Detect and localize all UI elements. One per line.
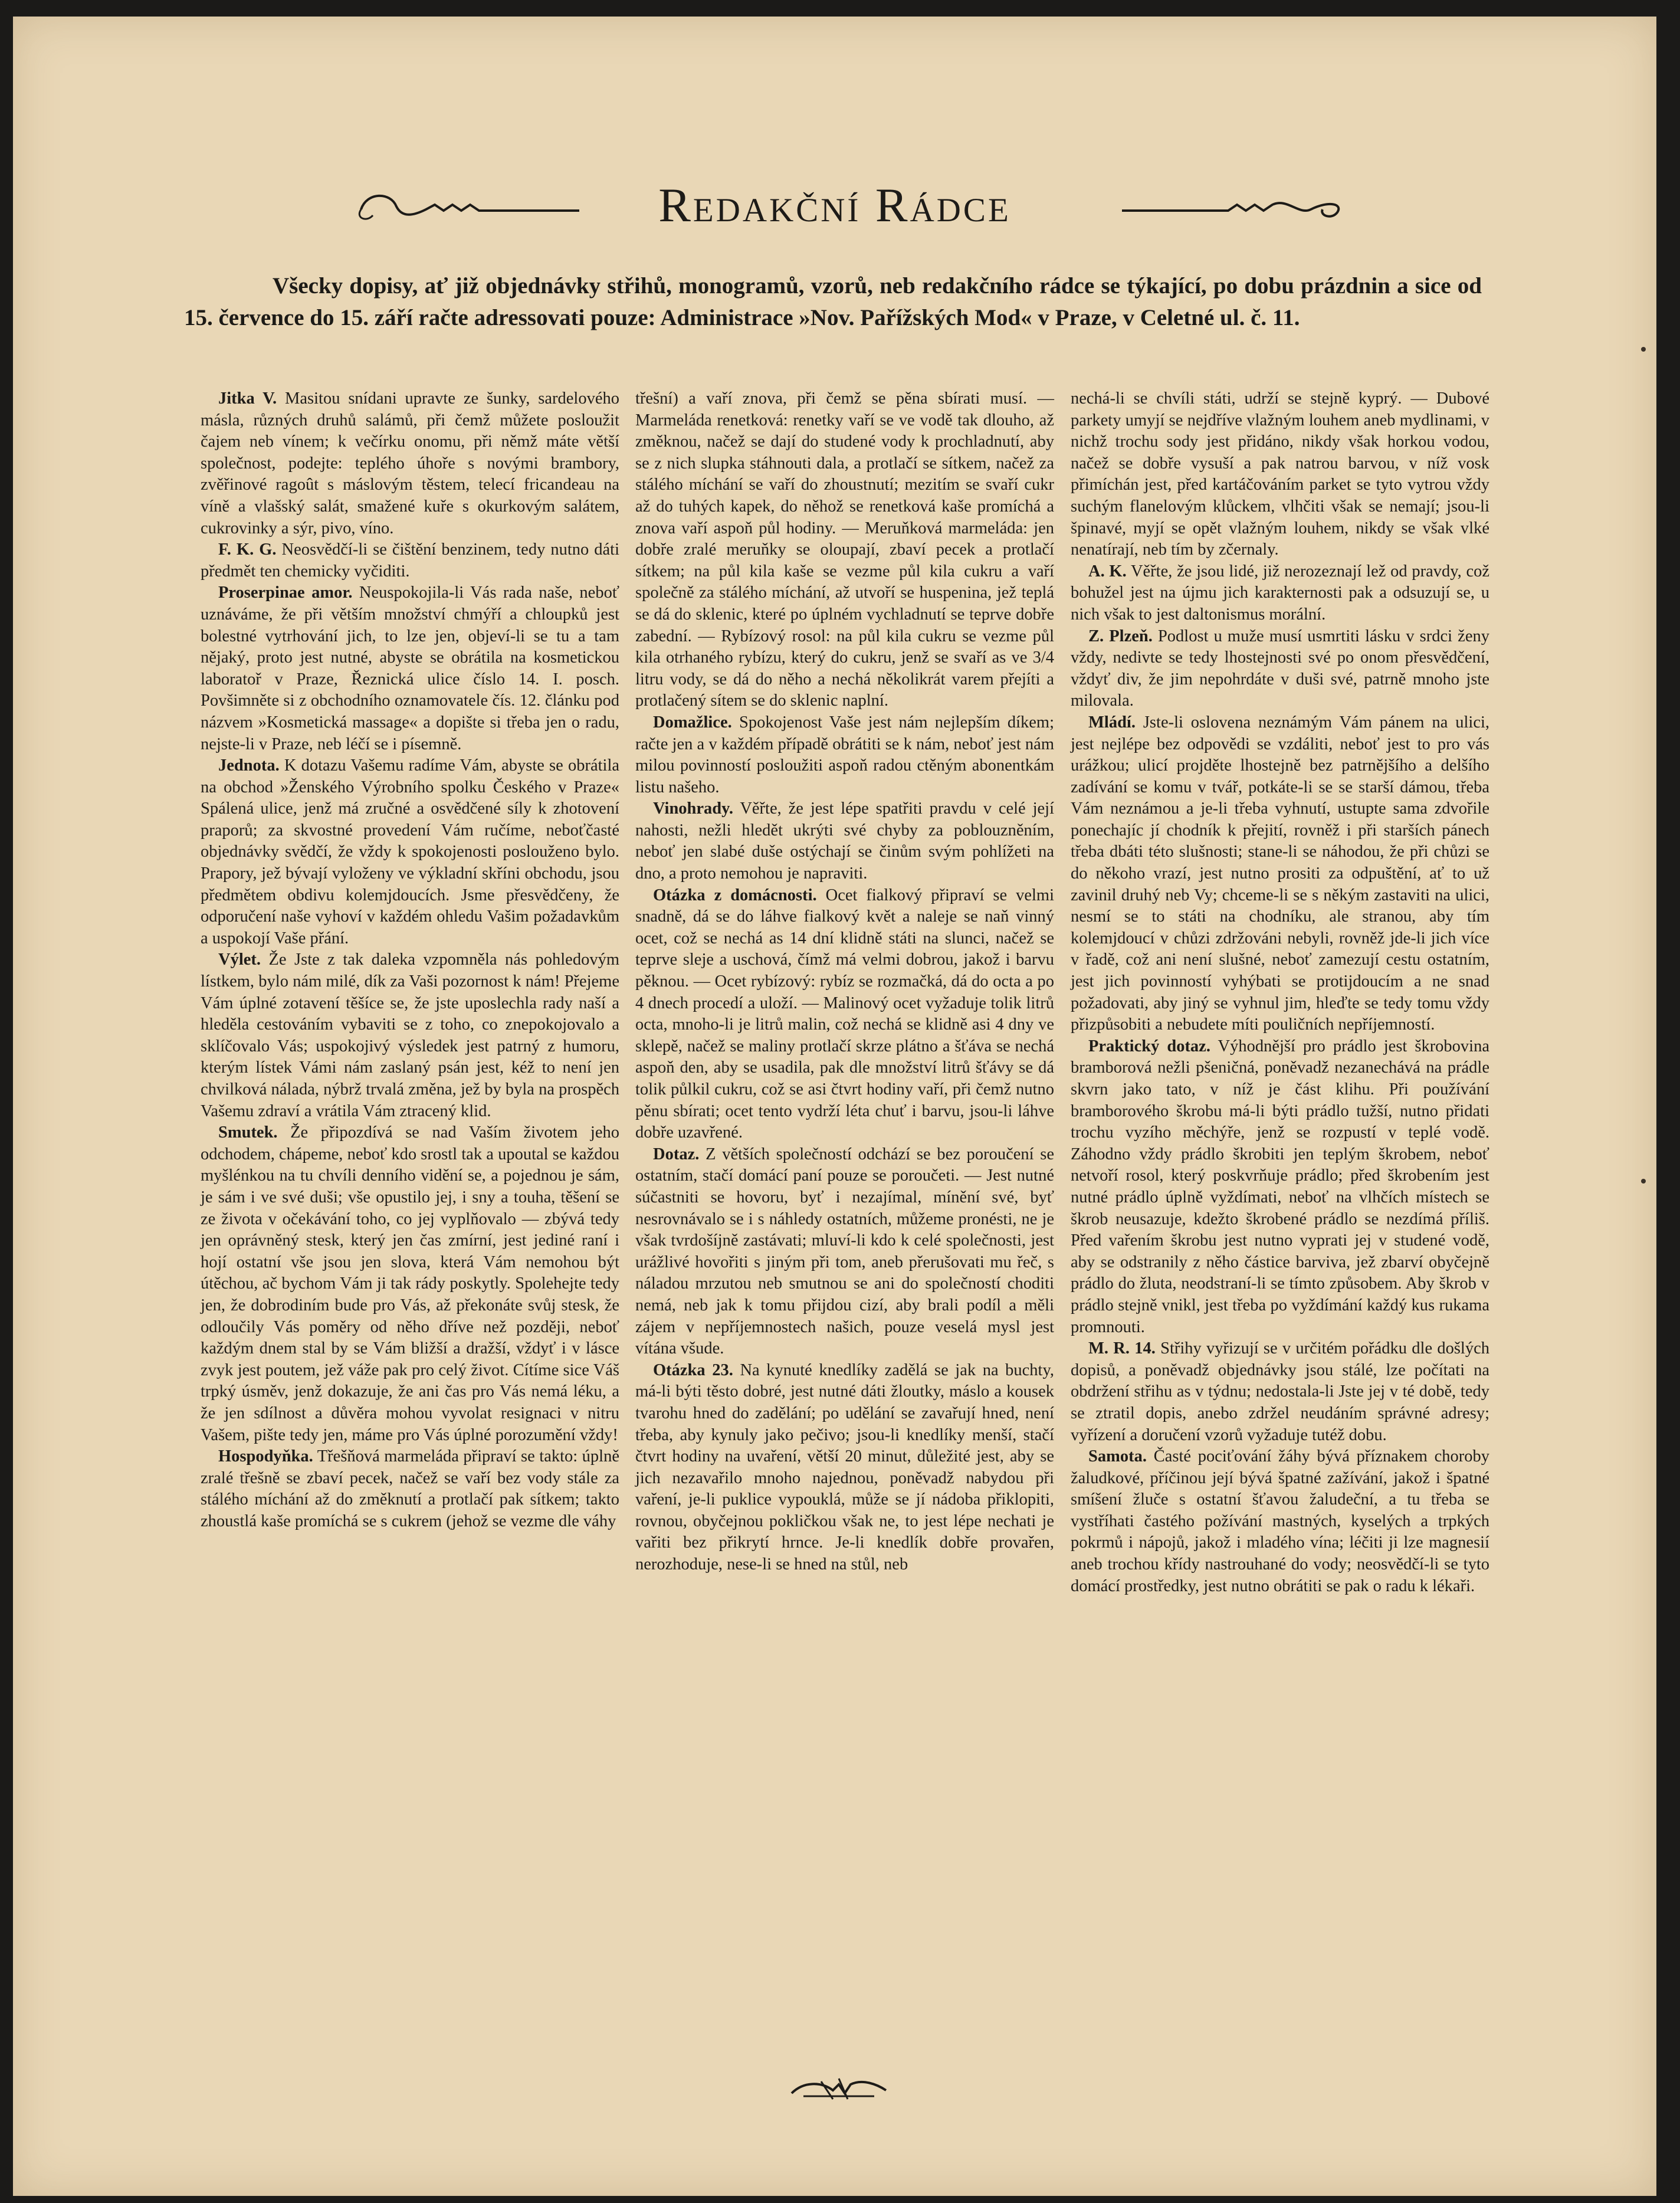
answer-paragraph	[635, 885, 1054, 1144]
answer-text: Věřte, že jsou lidé, již nerozeznají lež od pravdy, což bohužel jest na újmu jich karakternosti pak a odsuzují se, u nich však to jest daltonismus morální.	[1071, 562, 1490, 624]
answer-text: Neosvědčí-li se čištění benzinem, tedy nutno dáti předmět ten chemicky vyčiditi.	[201, 540, 619, 581]
answer-text: K dotazu Vašemu radíme Vám, abyste se obrátila na obchod »Ženského Výrobního spolku Českého v Praze« Spálená ulice, jenž má zručné a osvědčené síly k zhotovení praporů; za skvostné provedení Vám ručíme, neboťčasté objednávky svědčí, že vždy k spokojenosti poslouženo bylo. Prapory, jež bývají vyloženy ve výkladní skříni obchodu, jsou předmětem obdivu kolemjdoucích. Jsme přesvědčeny, že odporučení naše vyhoví v každém ohledu Vašim požadavkům a uspokojí Vaše přání.	[201, 756, 620, 948]
answer-paragraph	[635, 712, 1054, 798]
answer-paragraph	[201, 1446, 619, 1532]
answer-addressee: Z. Plzeň.	[1088, 627, 1153, 645]
answer-paragraph	[635, 388, 1054, 712]
answer-text: Na kynuté knedlíky zadělá se jak na buchty, má-li býti těsto dobré, jest nutné dáti žloutky, máslo a kousek tvarohu hned do zadělání; po udělání se zavařují hned, není třeba, aby kynuly jako pečivo; jsou-li knedlíky menší, stačí čtvrt hodiny na uvaření, větší 20 minut, důležité jest, aby se jich nezavařilo mnoho najednou, poněvadž nabydou při vaření, je-li puklice vypouklá, může se jí nádoba přiklopiti, rovnou, obyčejnou pokličkou však ne, to jest lépe nechati je vařiti bez přikrytí hrnce. Je-li knedlík dobře provařen, nerozhoduje, nese-li se hned na stůl, neb	[635, 1361, 1055, 1574]
answer-paragraph	[1071, 388, 1489, 561]
answer-text: Neuspokojila-li Vás rada naše, neboť uznáváme, že při větším množství chmýří a chloupků jest bolestné vytrhování jich, to lze jen, objeví-li se tu a tam nějaký, proto jest nutné, abyste se obrátila na kosmetickou laboratoř v Praze, Řeznická ulice číslo 14. I. posch. Povšimněte si z obchodního oznamovatele čís. 12. článku pod názvem »Kosmetická massage« a dopište si třeba jen o radu, nejste-li v Praze, neb léčí se i písemně.	[201, 583, 620, 753]
answer-addressee: Otázka z domácnosti.	[653, 886, 817, 904]
column-3	[1071, 388, 1489, 1597]
answer-paragraph	[635, 1360, 1054, 1576]
column-1	[201, 388, 619, 1532]
answer-addressee: Domažlice.	[653, 713, 732, 732]
answer-addressee: Jednota.	[218, 756, 280, 775]
answer-addressee: Praktický dotaz.	[1088, 1037, 1210, 1055]
answer-text: Podlost u muže musí usmrtiti lásku v srdci ženy vždy, nedivte se tedy lhostejnosti své po onom přesvědčení, vždyť div, že jim nepohrdáte v duši své, patrně mnoho jste milovala.	[1071, 627, 1489, 710]
answer-text: Ocet fialkový připraví se velmi snadně, dá se do láhve fialkový květ a naleje se naň vinný ocet, což se nechá as 14 dní klidně státi na slunci, načež se teprve sleje a uschová, čímž má velmi dobrou, jakož i barvu pěknou. — Ocet rybízový: rybíz se rozmačká, dá do octa a po 4 dnech procedí a uloží. — Malinový ocet vyžaduje tolik litrů octa, mnoho-li je litrů malin, což nechá se klidně asi 4 dny ve sklepě, načež se maliny protlačí skrze plátno a šťáva se nechá aspoň den, aby se usadila, pak dle množství litrů šťávy se dá tolik půlkil cukru, což se asi čtvrt hodiny vaří, při čemž nutno pěnu sbírati; ocet tento vydrží léta chuť i barvu, jsou-li láhve dobře uzavřené.	[635, 886, 1055, 1142]
answer-addressee: M. R. 14.	[1088, 1339, 1156, 1358]
answer-addressee: Proserpinae amor.	[218, 583, 353, 602]
answer-paragraph	[201, 388, 619, 539]
answer-text: Výhodnější pro prádlo jest škrobovina bramborová nežli pšeničná, poněvadž nezanechává na prádle skvrn jako tato, v níž je část klihu. Při používání bramborového škrobu má-li býti prádlo tužší, nutno přidati trochu vyzího měchýře, jenž se rozpustí v teplé vodě. Záhodno vždy prádlo škrobiti jen teplým škrobem, neboť netvoří rosol, který poskvrňuje prádlo; před škrobením jest nutné prádlo úplně vyždímati, neboť na vlhčích místech se škrob neusazuje, kdežto škrobené prádlo se nezdímá příliš. Před vařením škrobu jest nutno vyprati jej v studené vodě, aby se odstranily z něho částice barviva, jež zbarví obyčejně prádlo do žluta, neodstraní-li se tímto způsobem. Aby škrob v prádlo stejně vnikl, jest třeba po vyždímání každý kus rukama promnouti.	[1071, 1037, 1490, 1336]
edge-mark	[1641, 1179, 1646, 1184]
answer-paragraph	[1071, 561, 1489, 626]
answer-addressee: F. K. G.	[218, 540, 277, 559]
answer-paragraph	[1071, 1446, 1489, 1597]
answer-paragraph	[635, 798, 1054, 884]
answer-addressee: Výlet.	[218, 950, 261, 969]
answer-paragraph	[201, 539, 619, 582]
answer-addressee: Otázka 23.	[653, 1361, 733, 1379]
footer-ornament	[780, 2070, 898, 2105]
answer-text: Spokojenost Vaše jest nám nejlepším díkem; račte jen a v každém případě obrátiti se k nám, neboť jest nám milou povinností posloužiti aspoň radou ctěným abonentkám listu našeho.	[635, 713, 1055, 796]
answer-addressee: Dotaz.	[653, 1145, 700, 1163]
answer-addressee: Samota.	[1088, 1447, 1147, 1466]
answer-text: Že Jste z tak daleka vzpomněla nás pohledovým lístkem, bylo nám milé, dík za Vaši pozornost k nám! Přejeme Vám úplné zotavení těšíce se, že jste uposlechla rady naší a hleděla cestováním vybaviti se z toho, co znepokojovalo a sklíčovalo Vás; uspokojivý výsledek jest patrný z humoru, kterým lístek Vámi nám zaslaný psán jest, kéž to není jen chvilková nálada, nýbrž trvalá změna, jež by byla na prospěch Vašemu zdraví a vrátila Vám ztracený klid.	[201, 950, 620, 1120]
answer-paragraph	[201, 755, 619, 949]
answer-addressee: Hospodyňka.	[218, 1447, 313, 1466]
answer-addressee: Smutek.	[218, 1123, 278, 1142]
answer-paragraph	[201, 1122, 619, 1446]
answer-paragraph	[635, 1144, 1054, 1360]
answer-text: Masitou snídani upravte ze šunky, sardelového másla, různých druhů salámů, při čemž můžete posloužit čajem neb vínem; k večírku onomu, při němž máte větší společnost, podejte: teplého úhoře s novými brambory, zvěřinové ragoût s máslovým těstem, telecí fricandeau na víně a vlašský salát, smažené kuře s okurkovým salátem, cukrovinky a sýr, pivo, víno.	[201, 389, 620, 537]
answer-text: Věřte, že jest lépe spatřiti pravdu v celé její nahosti, nežli hledět ukrýti své chyby za poblouzněním, neboť jen slabé duše ostýchají se činům svým pohlížeti na dno, a proto nemohou je napraviti.	[635, 799, 1054, 883]
answer-text: Časté pociťování žáhy bývá příznakem choroby žaludkové, příčinou její bývá špatné zažívání, jakož i špatné smíšení žluče s ostatní šťavou žaludeční, a tu třeba se vystříhati častého požívání mastných, kyselých a trpkých pokrmů i nápojů, jakož i mladého vína; léčiti ji lze magnesií aneb trochou křídy nastrouhané do vody; neosvědčí-li se tyto domácí prostředky, jest nutno obrátiti se pak o radu k lékaři.	[1071, 1447, 1490, 1595]
answer-text: Z větších společností odchází se bez poroučení se ostatním, stačí domácí paní pouze se poroučeti. — Jest nutné súčastniti se hovoru, byť i nezajímal, mínění své, byť nesrovnávalo se i s náhledy ostatních, můžeme pronésti, ne je však tvrdošíjně zastávati; mluví-li kdo k celé společnosti, jest urážlivé hovořiti s jiným při tom, aneb přerušovati mu řeč, s náladou mrzutou neb smutnou se ani do společností choditi nemá, neb jak k tomu přijdou cizí, aby brali podíl a měli zájem v nepříjemnostech našich, pouze veselá mysl jest vítána všude.	[635, 1145, 1055, 1358]
intro-notice: Všecky dopisy, ať již objednávky střihů, monogramů, vzorů, neb redakčního rádce se týkající, po dobu prázdnin a sice od 15. července do 15. září račte adressovati pouze: Administrace »Nov. Pařížských Mod« v Praze, v Celetné ul. č. 11.	[184, 273, 1482, 330]
answer-text: Střihy vyřizují se v určitém pořádku dle došlých dopisů, a poněvadž objednávky jsou stálé, lze počítati na obdržení střihu as v týdnu; nedostala-li Jste jej v té době, tedy se ztratil dopis, anebo zdržel neudáním správné adresy; vyřízení a doručení vzorů vyžaduje tutéž dobu.	[1071, 1339, 1490, 1444]
magazine-page	[13, 17, 1656, 2196]
answer-paragraph	[201, 949, 619, 1122]
column-2	[635, 388, 1054, 1576]
answer-paragraph	[201, 582, 619, 755]
answer-paragraph	[1071, 626, 1489, 712]
title-row	[13, 173, 1656, 238]
answer-addressee: Vinohrady.	[653, 799, 733, 818]
answer-text: Jste-li oslovena neznámým Vám pánem na ulici, jest nejlépe bez odpovědi se vzdáliti, neboť jest to pro vás urážkou; ulicí projděte lhostejně bez patrnějšího a delšího zadívání se komu v tvář, potkáte-li se se starší dámou, třeba Vám neznámou a je-li třeba vyhnutí, ustupte sama zdvořile ponechajíc jí chodník k přejití, rovněž i při starších pánech třeba dbáti této slušnosti; stane-li se náhodou, že při chůzi se do někoho vrazí, jest nutno prositi za odpuštění, ať to už zavinil druhý neb Vy; chceme-li se s někým zastaviti na ulici, nesmí se to státi na chodníku, ale stranou, aby tím kolemjdoucí v chůzi zdržováni nebyli, rovněž jde-li jich více v řadě, což ani není slušné, neboť zamezují cestu ostatním, jest jich povinností vyhýbati se protijdoucím a ne snad požadovati, aby jiný se vyhnul jim, hleďte se tedy tomu vždy přizpůsobiti a nebudete míti pouličních nepříjemností.	[1071, 713, 1490, 1034]
answer-addressee: Mládí.	[1088, 713, 1136, 732]
answer-paragraph	[1071, 1338, 1489, 1446]
page-title: Redakční Rádce	[658, 178, 1011, 232]
answer-text: třešní) a vaří znova, při čemž se pěna sbírati musí. — Marmeláda renetková: renetky vaří se ve vodě tak dlouho, až změknou, načež se dají do studené vody k prochladnutí, aby se z nich slupka stáhnouti dala, a protlačí se sítkem, načež za stálého míchání se vaří do zhoustnutí; mezitím se svaří cukr až do tuhých kapek, do něhož se renetková kaše promíchá a znova vaří aspoň půl hodiny. — Meruňková marmeláda: jen dobře zralé meruňky se oloupají, zbaví pecek a protlačí sítkem; na půl kila kaše se vezme půl kila cukru a vaří společně za stálého míchání, až utvoří se huspenina, jež teplá se dá do sklenic, které po úplném vychladnutí se teprve dobře zabední. — Rybízový rosol: na půl kila cukru se vezme půl kila otrhaného rybízu, který do cukru, jenž se svaří as ve 3/4 litru vody, se dá do něho a nechá několikrát varem přejíti a protlačený sítem se do sklenic naplní.	[635, 389, 1054, 710]
answer-paragraph	[1071, 712, 1489, 1036]
answer-text: Že připozdívá se nad Vaším životem jeho odchodem, chápeme, neboť kdo srostl tak a upoutal se každou myšlénkou na tu chvíli denního vidění se, a pojednou je sám, je sám i ve své duši; vše opustilo jej, i sny a touha, těšení se ze života v očekávání toho, co jej vyplňovalo — zbývá tedy jen oprávněný stesk, který jen čas zmírní, jest jediné raní i hojí ostatní vše jsou jen slova, která Vám nemohou být útěchou, ač bychom Vám ji tak rády poskytly. Spolehejte tedy jen, že dobrodiním bude pro Vás, až překonáte svůj stesk, že odloučily Vás poměry od něho dříve než později, neboť každým dnem stal by se Vám bližší a dražší, vždyť i v lásce zvyk jest poutem, jež váže pak pro celý život. Cítíme sice Váš trpký úsměv, jenž dokazuje, že ani čas pro Vás nemá léku, a že jen sdílnost a důvěra mohou vyvolat resignaci v nitru Vašem, pište tedy jen, máme pro Vás úplné porozumění vždy!	[201, 1123, 620, 1444]
answer-text: Třešňová marmeláda připraví se takto: úplně zralé třešně se zbaví pecek, načež se vaří bez vody stále za stálého míchání až do změknutí a protlačí pak sítkem; takto zhoustlá kaše promíchá se s cukrem (jehož se vezme dle váhy	[201, 1447, 619, 1530]
answer-addressee: A. K.	[1088, 562, 1127, 581]
right-flourish-ornament	[1110, 186, 1346, 227]
edge-mark	[1641, 347, 1646, 352]
answer-paragraph	[1071, 1036, 1489, 1338]
answer-addressee: Jitka V.	[218, 389, 277, 408]
answer-text: nechá-li se chvíli státi, udrží se stejně kyprý. — Dubové parkety umyjí se nejdříve vlažným louhem aneb mydlinami, v nichž trochu sody jest přidáno, nikdy však horkou vodou, načež se dobře vysuší a pak natrou barvou, v níž vosk přimíchán jest, před kartáčováním parket se tyto vytrou vždy suchým flanelovým klůckem, vlhčiti však se nemají; jsou-li špinavé, myjí se opět vlažným louhem, nikdy se však vlké nenatírají, neb tím by zčernaly.	[1071, 389, 1489, 559]
